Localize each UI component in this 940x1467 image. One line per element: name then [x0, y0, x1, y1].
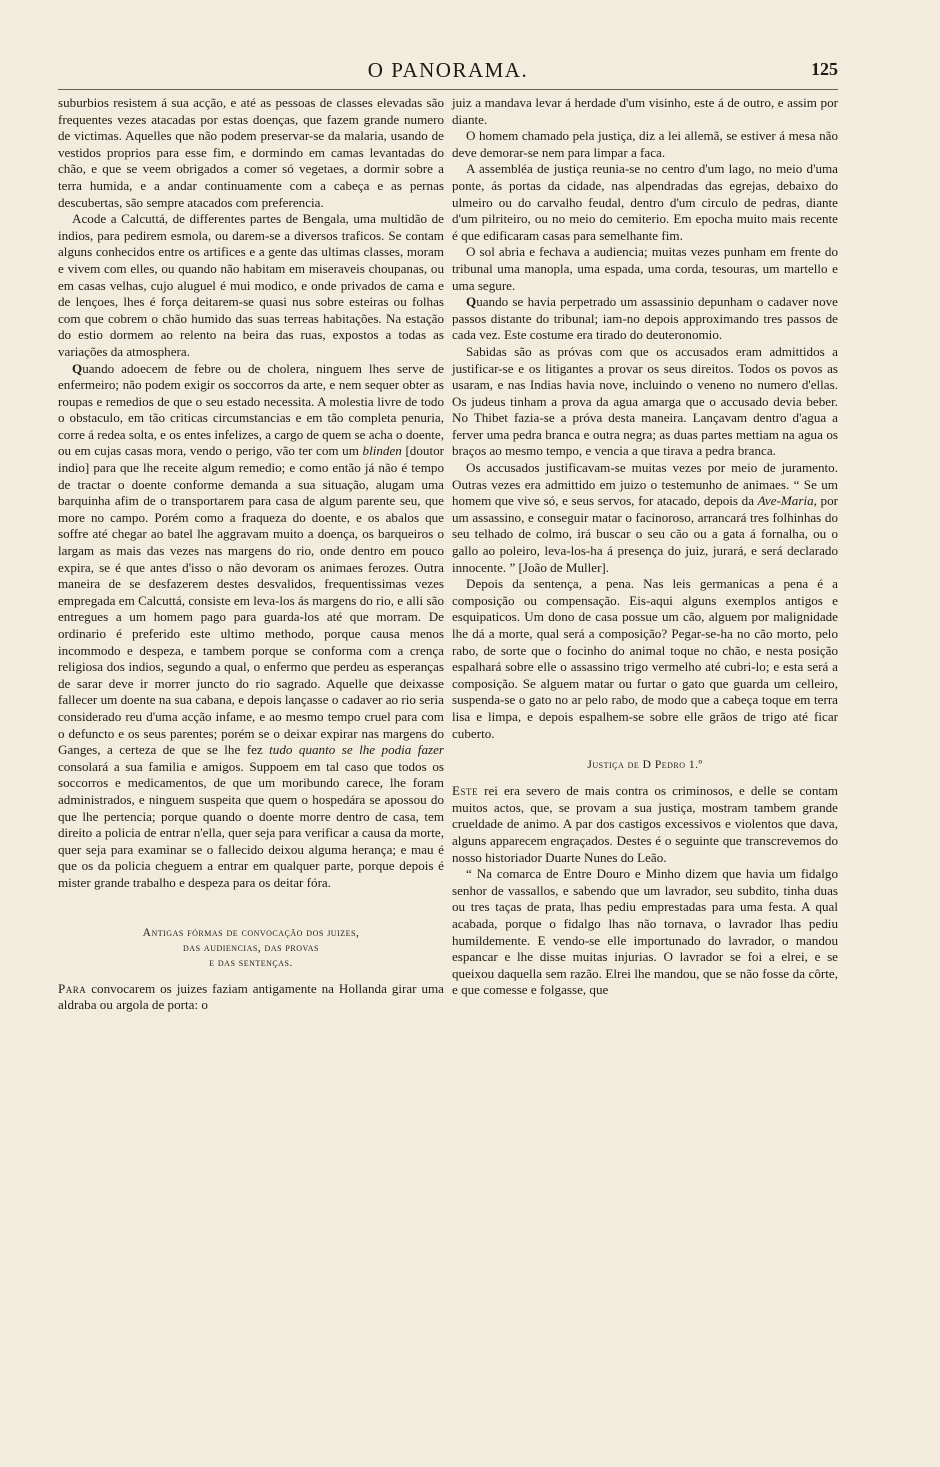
paragraph-text: convocarem os juizes faziam antigamente na Hollanda girar uma aldraba ou argola de porta: o — [58, 980, 444, 1013]
left-column — [58, 95, 444, 1014]
drop-cap: Q — [466, 294, 477, 310]
page-header — [58, 58, 838, 86]
paragraph-text: uando adoecem de febre ou de cholera, ninguem lhes serve de enfermeiro; não podem exigir os soccorros da arte, e nem sequer obter as roupas e remedios de que o seu estado necessita. A molestia livre de todo o obstaculo, em tão criticas circumstancias e em tão completa penuria, corre á redea solta, e os entes infelizes, a cargo de quem se acha o doente, ou em cujas casas mora, vendo o perigo, vão ter com um — [58, 360, 444, 459]
paragraph — [452, 460, 838, 576]
italic-term: Ave-Maria — [757, 493, 814, 509]
header-rule — [58, 89, 838, 90]
paragraph: O homem chamado pela justiça, diz a lei allemã, se estiver á mesa não deve demorar-se nem para limpar a faca. — [452, 128, 838, 160]
paragraph: suburbios resistem á sua acção, e até as pessoas de classes elevadas são frequentes vezes atacadas por estas doenças, que fazem grande numero de victimas. Aquelles que não podem preservar-se da malaria, usando de vestidos proprios para esse fim, e dormindo em camas levantadas do chão, e que se veem obrigados a comer só vegetaes, a dormir sobre a terra humida, e a andar continuamente com a cabeça e as pernas descubertas, são sempre atacados com preferencia. — [58, 95, 444, 210]
paragraph — [452, 294, 838, 344]
paragraph-text: consolará a sua familia e amigos. Suppoem em tal caso que todos os soccorros e medicamentos, de que um moribundo carece, lhe foram administrados, e ninguem suspeita que quem o hospedára se apossou do que lhe pertencia; porque quando o doente morre dentro de casa, tem direito a policia de entrar n'ella, quer seja para verificar a causa da morte, quer seja para examinar se o fallecido deixou alguma herança; e mau é que os da policia cheguem a entrar em qualquer parte, porque depois é mister grande trabalho e despeza para os deitar fóra. — [58, 758, 444, 890]
lead-word: Para — [58, 980, 87, 996]
masthead-title: O PANORAMA. — [367, 58, 529, 82]
italic-phrase: tudo quanto se lhe podia fazer — [269, 742, 444, 758]
right-column — [452, 95, 838, 999]
paragraph: A assembléa de justiça reunia-se no centro d'um lago, no meio d'uma ponte, ás portas da cidade, nas alpendradas das egrejas, debaixo do ulmeiro ou do carvalho feudal, dentro d'um circulo de pedras, diante d'um pilriteiro, ou no meio do cemiterio. Em epocha muito mais recente é que edificaram casas para semelhante fim. — [452, 161, 838, 243]
paragraph: Depois da sentença, a pena. Nas leis germanicas a pena é a composição ou compensação. Eis-aqui alguns exemplos antigos e esquipaticos. Um dono de casa possue um cão, alguem por malignidade lhe dá a morte, qual será a composição? Pegar-se-ha no cão morto, pelo rabo, de sorte que o focinho do animal toque no chão, e nesta posição espalhará sobre elle o assassino trigo vermelho até cubri-lo; e esta será a composição. Se alguem matar ou furtar o gato que guarda um celleiro, suspenda-se o gato no ar pelo rabo, de modo que a cabeça toque em terra lisa e limpa, e depois espalhem-se sobre elle grãos de trigo até ficar cuberto. — [452, 576, 838, 741]
paragraph-text: Os accusados justificavam-se muitas vezes por meio de juramento. Outras vezes era admittido em juizo o testemunho de animaes. “ Se um homem que vive só, e seus servos, for atacado, depois da — [452, 460, 838, 509]
paragraph-text: rei era severo de mais contra os criminosos, e delle se contam muitos actos, que, se provam a sua justiça, mostram tambem grande crueldade de animo. A par dos castigos excessivos e violentos que dava, alguns apparecem engraçados. Destes é o seguinte que transcrevemos do nosso historiador Duarte Nunes do Leão. — [452, 783, 838, 865]
italic-term: blinden — [362, 443, 402, 459]
paragraph — [452, 783, 838, 866]
paragraph-text: , por um assassino, e conseguir matar o facinoroso, arrancará tres folhinhas do seu telhado de colmo, irá buscar o seu cão ou a gata á fornalha, ou o gallo ao poleiro, leva-los-ha á presença do juiz, jurará, e será declarado innocente. ” [João de Muller]. — [452, 493, 838, 575]
paragraph: “ Na comarca de Entre Douro e Minho dizem que havia um fidalgo senhor de vassallos, e sabendo que um lavrador, seu subdito, tinha duas ou tres taças de prata, lhas pediu emprestadas para uma festa. A qual acabada, porque o fidalgo lhas não tornava, o lavrador lhas pediu humildemente. E vendo-se elle importunado do lavrador, o mandou espancar e lhe disse muitas injurias. O lavrador se foi a elrei, e se queixou daquella sem razão. Elrei lhe mandou, que se não fosse da côrte, e que comesse e folgasse, que — [452, 866, 838, 998]
paragraph: O sol abria e fechava a audiencia; muitas vezes punham em frente do tribunal uma manopla, uma espada, uma corda, tesouras, um martello e uma segure. — [452, 244, 838, 293]
paragraph: Sabidas são as próvas com que os accusados eram admittidos a justificar-se e os litigantes a provar os seus direitos. Todos os povos as usaram, e nas Indias havia nove, incluindo o veneno no numero d'ellas. Os judeus tinham a prova da agua amarga que o accusado devia beber. No Thibet fazia-se a próva desta maneira. Lançavam dentro d'agua a ferver uma pedra branca e outra negra; as duas partes mettiam na agua os braços ao mesmo tempo, e vencia a que tirava a pedra branca. — [452, 343, 838, 459]
paragraph — [58, 361, 444, 892]
section-heading-line: e das sentenças. — [209, 956, 293, 969]
section-heading-justica: Justiça de D Pedro 1.º — [587, 759, 703, 772]
paragraph-text: [doutor indio] para que lhe receite algum remedio; e como então já não é tempo de tractar o doente conforme demanda a sua situação, alugam uma barquinha afim de o transportarem para casa de algum parente seu, que more no campo. Porém como a fraqueza do doente, e os abalos que soffre até chegar ao batel lhe aggravam muito a doença, os barqueiros o largam as mais das vezes nas margens do rio, onde dentro em pouco expira, se é que antes d'isso o não devoram os animaes ferozes. Outra maneira de se desfazerem destes desvalidos, frequentissimas vezes empregada em Calcuttá, consiste em leva-los ás margens do rio, e alli são entregues a um homem pago para guarda-los até que morram. De ordinario é preferido este ultimo methodo, porque causa menos incommodo e despeza, e tambem porque se conforma com a crença religiosa dos indios, segundo a qual, o enfermo que perdeu as esperanças de sarar deve ir morrer juncto do rio sagrado. Aquelle que deixasse fallecer um doente na sua cabana, e depois lançasse o cadaver ao rio seria considerado reu d'uma acção infame, e ao mesmo tempo cruel para com o defuncto e os seus parentes; porém se o deixar expirar nas margens do Ganges, a certeza de que se lhe fez — [58, 443, 444, 758]
section-heading-line: Antigas fórmas de convocação dos juizes, — [142, 926, 360, 939]
drop-cap: Q — [72, 360, 83, 376]
section-heading-convocacao — [58, 926, 444, 971]
paragraph: Acode a Calcuttá, de differentes partes de Bengala, uma multidão de indios, para pedirem esmola, ou darem-se a diversos traficos. Se contam alguns conhecidos entre os artifices e a gente das ultimas classes, moram e vivem com elles, ou quando não habitam em miseraveis choupanas, ou em casas velhas, cujo aluguel é mui modico, e onde privados de cama e de lençoes, lhes é força deitarem-se quasi nus sobre esteiras ou folhas com que cobrem o chão humido das suas terreas habitações. Na estação do estio dormem ao relento na beira das ruas, expostos a todas as variações da atmosphera. — [58, 211, 444, 359]
page-number: 125 — [811, 59, 838, 79]
lead-word: Este — [452, 783, 478, 799]
section-heading-line: das audiencias, das provas — [183, 941, 319, 954]
paragraph: juiz a mandava levar á herdade d'um visinho, este á de outro, e assim por diante. — [452, 95, 838, 127]
paragraph-text: uando se havia perpetrado um assassinio depunham o cadaver nove passos distante do tribunal; iam-no depois approximando tres passos de cada vez. Este costume era tirado do deuteronomio. — [452, 294, 838, 343]
paragraph — [58, 981, 444, 1014]
